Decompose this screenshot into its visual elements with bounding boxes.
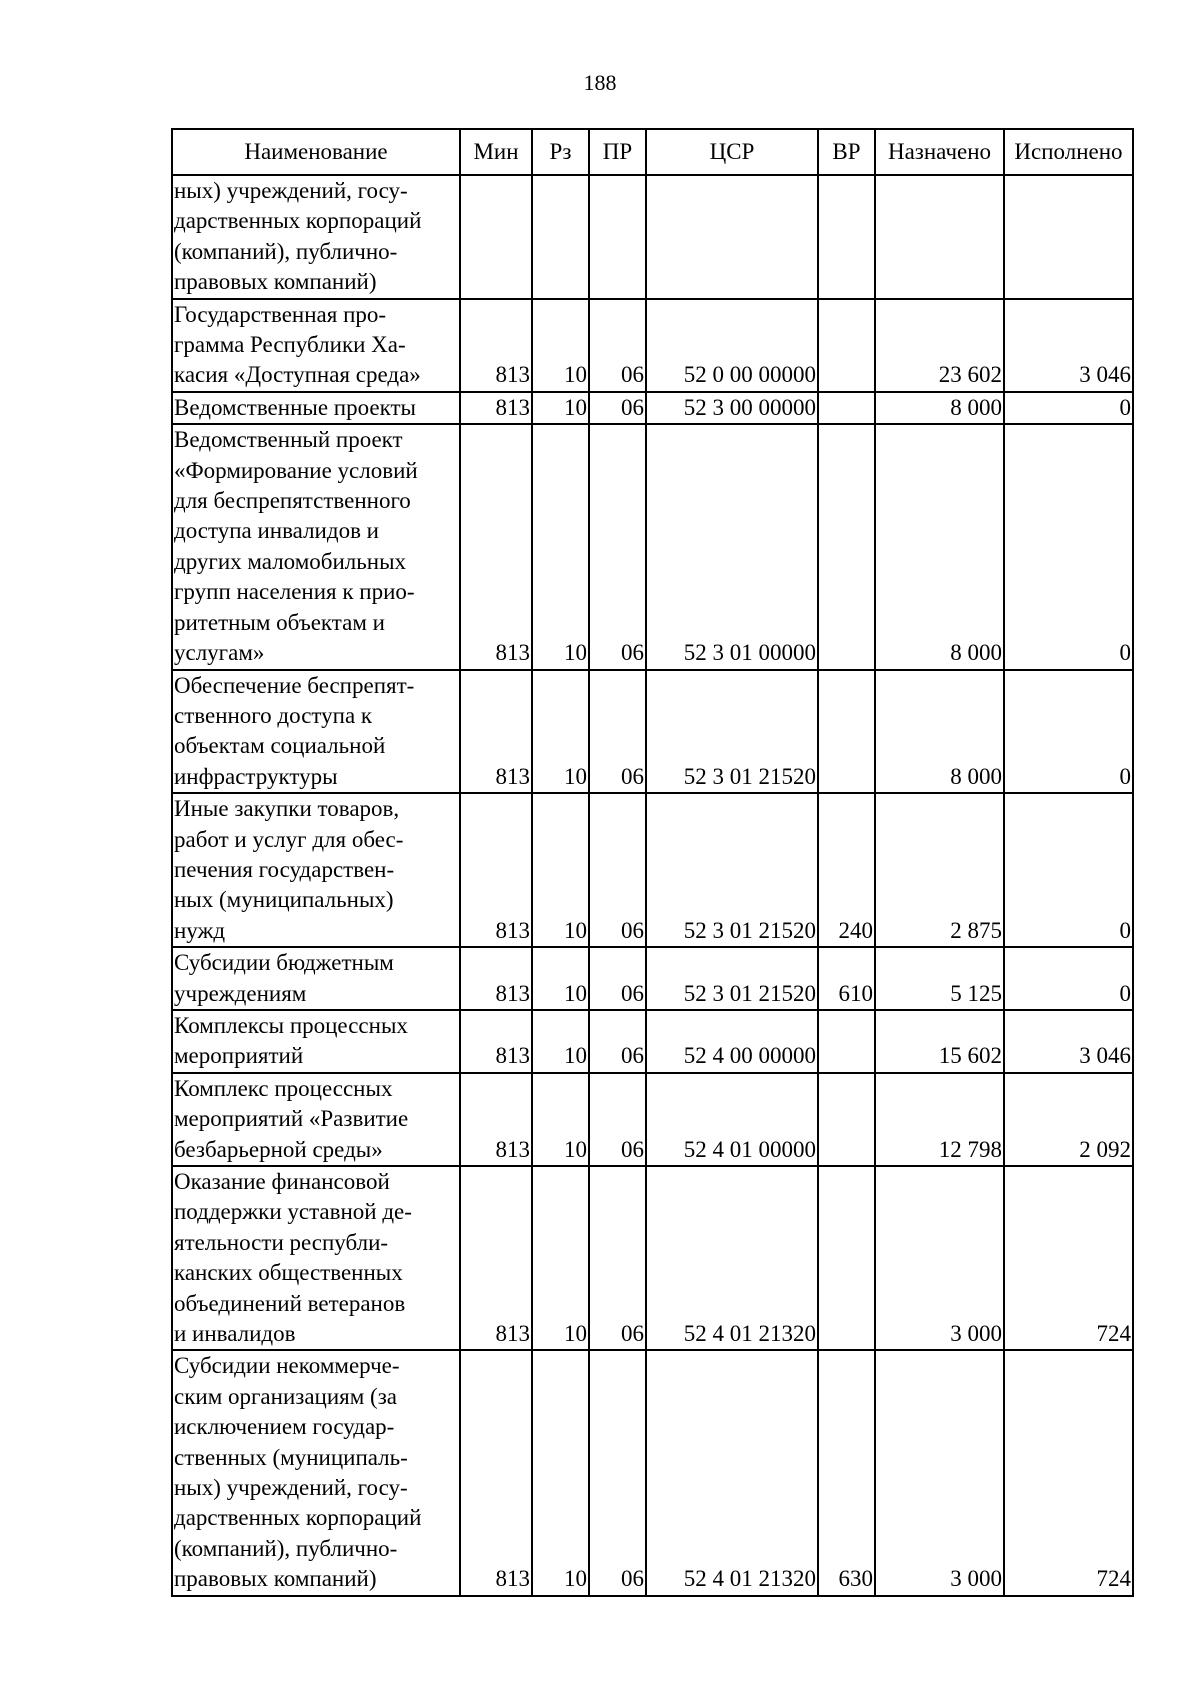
- cell-assigned: 8 000: [875, 424, 1004, 669]
- cell-name-line: канских общественных: [174, 1260, 403, 1286]
- cell-name-line: Обеспечение беспрепят-: [174, 672, 415, 698]
- table-row: [172, 1350, 1133, 1595]
- table-row: [172, 1010, 1133, 1073]
- cell-csr: 52 4 01 21320: [646, 1166, 818, 1350]
- cell-executed: [1004, 175, 1133, 299]
- cell-executed: 0: [1004, 947, 1133, 1010]
- cell-vr: [818, 670, 875, 794]
- cell-executed: 3 046: [1004, 1010, 1133, 1073]
- cell-min: 813: [460, 793, 532, 947]
- cell-csr: 52 4 00 00000: [646, 1010, 818, 1073]
- cell-assigned: 15 602: [875, 1010, 1004, 1073]
- cell-pr: [589, 175, 646, 299]
- cell-name-line: объектам социальной: [174, 733, 386, 759]
- cell-name: [172, 1073, 460, 1166]
- cell-name-line: доступа инвалидов и: [174, 518, 379, 544]
- cell-name: [172, 1166, 460, 1350]
- cell-min: 813: [460, 1010, 532, 1073]
- cell-pr: 06: [589, 392, 646, 424]
- cell-csr: 52 3 01 21520: [646, 947, 818, 1010]
- cell-name-line: Иные закупки товаров,: [174, 796, 400, 822]
- cell-name-line: групп населения к прио-: [174, 579, 415, 605]
- cell-name-line: ственного доступа к: [174, 702, 373, 728]
- cell-min: 813: [460, 299, 532, 392]
- cell-name-line: услугам»: [174, 640, 265, 666]
- cell-min: 813: [460, 392, 532, 424]
- cell-name-line: мероприятий «Развитие: [174, 1106, 409, 1132]
- cell-rz: 10: [532, 1166, 589, 1350]
- header-min: Мин: [460, 129, 532, 175]
- cell-executed: 3 046: [1004, 299, 1133, 392]
- cell-vr: [818, 175, 875, 299]
- cell-vr: [818, 1010, 875, 1073]
- cell-name-line: и инвалидов: [174, 1321, 296, 1347]
- cell-vr: [818, 1166, 875, 1350]
- cell-min: [460, 175, 532, 299]
- cell-name-line: работ и услуг для обес-: [174, 826, 404, 852]
- cell-pr: 06: [589, 1073, 646, 1166]
- budget-table: [171, 128, 1134, 1597]
- cell-name-line: Субсидии некоммерче-: [174, 1353, 400, 1379]
- cell-name-line: инфраструктуры: [174, 763, 338, 789]
- cell-rz: 10: [532, 947, 589, 1010]
- cell-name-line: для беспрепятственного: [174, 488, 411, 514]
- cell-pr: 06: [589, 299, 646, 392]
- cell-name: [172, 175, 460, 299]
- cell-assigned: 8 000: [875, 670, 1004, 794]
- cell-rz: [532, 175, 589, 299]
- table-row: [172, 1073, 1133, 1166]
- table-row: [172, 424, 1133, 669]
- cell-pr: 06: [589, 1166, 646, 1350]
- cell-assigned: [875, 175, 1004, 299]
- cell-executed: 724: [1004, 1166, 1133, 1350]
- cell-assigned: 8 000: [875, 392, 1004, 424]
- cell-assigned: 23 602: [875, 299, 1004, 392]
- cell-assigned: 5 125: [875, 947, 1004, 1010]
- cell-name-line: Субсидии бюджетным: [174, 950, 394, 976]
- header-rz: Рз: [532, 129, 589, 175]
- cell-name: [172, 947, 460, 1010]
- cell-name-line: нужд: [174, 917, 226, 943]
- cell-rz: 10: [532, 424, 589, 669]
- cell-rz: 10: [532, 1010, 589, 1073]
- cell-name-line: правовых компаний): [174, 269, 377, 295]
- cell-name-line: ных) учреждений, госу-: [174, 178, 408, 203]
- table-row: [172, 947, 1133, 1010]
- cell-name-line: Ведомственный проект: [174, 427, 403, 453]
- table-row: [172, 670, 1133, 794]
- table-row: [172, 1166, 1133, 1350]
- cell-name: [172, 670, 460, 794]
- cell-vr: 630: [818, 1350, 875, 1595]
- cell-executed: 724: [1004, 1350, 1133, 1595]
- cell-pr: 06: [589, 670, 646, 794]
- cell-rz: 10: [532, 793, 589, 947]
- table-row: [172, 793, 1133, 947]
- cell-name-line: ных) учреждений, госу-: [174, 1475, 408, 1501]
- cell-name-line: Государственная про-: [174, 301, 387, 327]
- cell-name-line: ятельности республи-: [174, 1229, 389, 1255]
- cell-pr: 06: [589, 1350, 646, 1595]
- cell-name-line: касия «Доступная среда»: [174, 362, 421, 388]
- cell-pr: 06: [589, 1010, 646, 1073]
- cell-name-line: исключением государ-: [174, 1414, 395, 1440]
- cell-name-line: поддержки уставной де-: [174, 1199, 412, 1225]
- cell-name: [172, 299, 460, 392]
- cell-name-line: «Формирование условий: [174, 457, 418, 483]
- cell-min: 813: [460, 1350, 532, 1595]
- cell-name-line: (компаний), публично-: [174, 238, 398, 264]
- cell-csr: 52 0 00 00000: [646, 299, 818, 392]
- cell-vr: [818, 424, 875, 669]
- cell-csr: 52 4 01 21320: [646, 1350, 818, 1595]
- cell-rz: 10: [532, 392, 589, 424]
- cell-rz: 10: [532, 1350, 589, 1595]
- cell-name-line: безбарьерной среды»: [174, 1136, 383, 1162]
- cell-name-line: Ведомственные проекты: [174, 394, 416, 420]
- cell-name-line: Комплекс процессных: [174, 1075, 393, 1101]
- cell-pr: 06: [589, 424, 646, 669]
- cell-csr: 52 3 01 21520: [646, 670, 818, 794]
- cell-name-line: ных (муниципальных): [174, 887, 394, 913]
- cell-pr: 06: [589, 793, 646, 947]
- cell-executed: 0: [1004, 424, 1133, 669]
- cell-name-line: правовых компаний): [174, 1566, 377, 1592]
- cell-csr: 52 3 01 21520: [646, 793, 818, 947]
- cell-min: 813: [460, 1073, 532, 1166]
- header-vr: ВР: [818, 129, 875, 175]
- cell-name-line: дарственных корпораций: [174, 208, 422, 234]
- cell-name: [172, 793, 460, 947]
- cell-assigned: 3 000: [875, 1166, 1004, 1350]
- cell-name: [172, 1010, 460, 1073]
- table-row: [172, 392, 1133, 424]
- cell-name-line: объединений ветеранов: [174, 1290, 406, 1316]
- cell-name: [172, 1350, 460, 1595]
- cell-csr: 52 4 01 00000: [646, 1073, 818, 1166]
- cell-name-line: Оказание финансовой: [174, 1169, 390, 1194]
- header-name: Наименование: [172, 129, 460, 175]
- cell-csr: [646, 175, 818, 299]
- table-header-row: [172, 129, 1133, 175]
- table-row: [172, 299, 1133, 392]
- page-number: 188: [583, 70, 617, 95]
- cell-vr: 610: [818, 947, 875, 1010]
- cell-csr: 52 3 00 00000: [646, 392, 818, 424]
- cell-assigned: 2 875: [875, 793, 1004, 947]
- header-assigned: Назначено: [875, 129, 1004, 175]
- header-executed: Исполнено: [1004, 129, 1133, 175]
- cell-executed: 0: [1004, 670, 1133, 794]
- header-pr: ПР: [589, 129, 646, 175]
- cell-name-line: мероприятий: [174, 1043, 304, 1069]
- cell-name: [172, 424, 460, 669]
- cell-vr: [818, 392, 875, 424]
- cell-name-line: ритетным объектам и: [174, 609, 385, 635]
- cell-min: 813: [460, 670, 532, 794]
- cell-vr: [818, 1073, 875, 1166]
- cell-assigned: 12 798: [875, 1073, 1004, 1166]
- cell-rz: 10: [532, 670, 589, 794]
- cell-min: 813: [460, 1166, 532, 1350]
- cell-name-line: других маломобильных: [174, 548, 407, 574]
- header-csr: ЦСР: [646, 129, 818, 175]
- cell-executed: 0: [1004, 793, 1133, 947]
- cell-name-line: Комплексы процессных: [174, 1012, 408, 1038]
- table-body: [172, 175, 1133, 1596]
- cell-name-line: ственных (муниципаль-: [174, 1444, 408, 1470]
- cell-name-line: грамма Республики Ха-: [174, 332, 406, 358]
- cell-name: [172, 392, 460, 424]
- cell-rz: 10: [532, 299, 589, 392]
- cell-vr: [818, 299, 875, 392]
- cell-name-line: дарственных корпораций: [174, 1505, 422, 1531]
- cell-name-line: ским организациям (за: [174, 1383, 398, 1409]
- cell-executed: 0: [1004, 392, 1133, 424]
- table-row: [172, 175, 1133, 299]
- cell-name-line: печения государствен-: [174, 856, 395, 882]
- cell-vr: 240: [818, 793, 875, 947]
- cell-name-line: учреждениям: [174, 980, 307, 1006]
- cell-min: 813: [460, 947, 532, 1010]
- cell-min: 813: [460, 424, 532, 669]
- cell-executed: 2 092: [1004, 1073, 1133, 1166]
- cell-assigned: 3 000: [875, 1350, 1004, 1595]
- cell-rz: 10: [532, 1073, 589, 1166]
- cell-name-line: (компаний), публично-: [174, 1535, 398, 1561]
- cell-pr: 06: [589, 947, 646, 1010]
- cell-csr: 52 3 01 00000: [646, 424, 818, 669]
